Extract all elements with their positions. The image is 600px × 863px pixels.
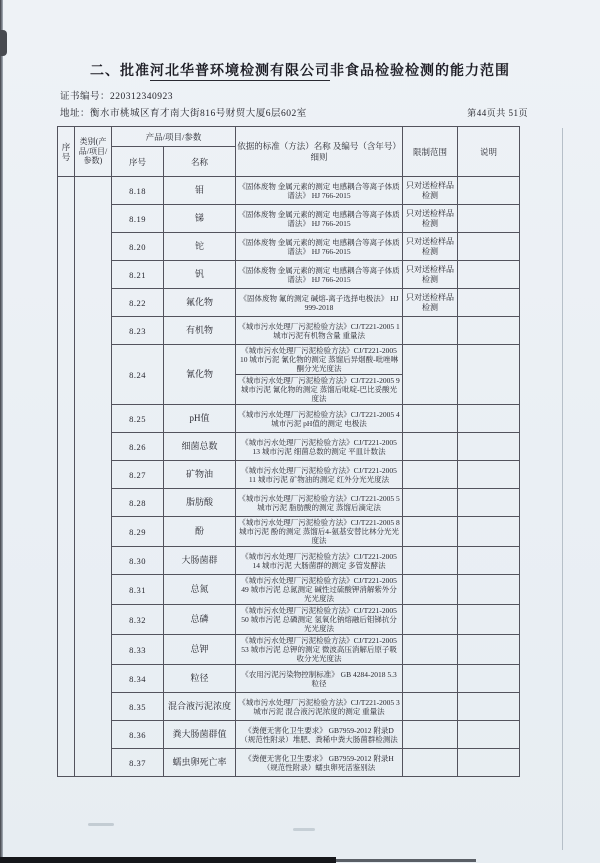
table-row — [58, 177, 520, 205]
scan-artifact — [0, 30, 7, 56]
parameter-name-cell: 钒 — [164, 261, 236, 289]
header-product-group: 产品/项目/参数 — [112, 127, 236, 147]
standard-cell — [236, 721, 403, 749]
note-cell — [458, 749, 520, 777]
standard-cell — [236, 345, 403, 405]
standard-text: 《固体废物 金属元素的测定 电感耦合等离子体质谱法》 HJ 766-2015 — [238, 181, 400, 200]
parameter-name-cell: 氟化物 — [164, 289, 236, 317]
row-number-cell: 8.30 — [112, 547, 164, 575]
table-row — [58, 635, 520, 665]
restriction-cell — [403, 693, 458, 721]
standard-cell — [236, 233, 403, 261]
address: 地址：衡水市桃城区育才南大街816号财贸大厦6层602室 — [60, 109, 307, 119]
capability-table-body — [58, 177, 520, 777]
table-row — [58, 517, 520, 547]
table-row — [58, 489, 520, 517]
title-suffix: 非食品检验检测的能力范围 — [330, 64, 510, 79]
row-number-cell: 8.20 — [112, 233, 164, 261]
row-number-cell: 8.37 — [112, 749, 164, 777]
standard-text: 《城市污水处理厂污泥检验方法》CJ/T221-2005 5 城市污泥 脂肪酸的测定 蒸馏后滴定法 — [238, 493, 400, 512]
row-number-cell: 8.23 — [112, 317, 164, 345]
standard-cell — [236, 635, 403, 665]
scan-edge-left — [0, 0, 3, 863]
restriction-cell — [403, 721, 458, 749]
row-number-cell: 8.22 — [112, 289, 164, 317]
standard-cell — [236, 317, 403, 345]
table-row — [58, 575, 520, 605]
scan-artifact — [293, 828, 315, 831]
restriction-cell — [403, 547, 458, 575]
restriction-cell — [403, 749, 458, 777]
table-row — [58, 693, 520, 721]
note-cell — [458, 233, 520, 261]
standard-text: 《粪便无害化卫生要求》 GB7959-2012 附录H（规范性附录）蠕虫卵死活鉴别法 — [244, 753, 394, 772]
row-number-cell: 8.18 — [112, 177, 164, 205]
row-number-cell: 8.33 — [112, 635, 164, 665]
standard-cell — [236, 749, 403, 777]
note-cell — [458, 721, 520, 749]
table-row — [58, 233, 520, 261]
note-cell — [458, 177, 520, 205]
note-cell — [458, 289, 520, 317]
standard-text: 《城市污水处理厂污泥检验方法》CJ/T221-2005 8 城市污泥 酚的测定 蒸馏后4-氨基安替比林分光光度法 — [238, 518, 400, 545]
parameter-name-cell: 总钾 — [164, 635, 236, 665]
note-cell — [458, 205, 520, 233]
restriction-cell: 只对送检样品检测 — [403, 289, 458, 317]
note-cell — [458, 575, 520, 605]
title-prefix: 二、批准 — [90, 64, 150, 79]
note-cell — [458, 693, 520, 721]
row-number-cell: 8.21 — [112, 261, 164, 289]
restriction-cell — [403, 665, 458, 693]
row-number-cell: 8.26 — [112, 433, 164, 461]
parameter-name-cell: 总磷 — [164, 605, 236, 635]
header-restriction: 限制范围 — [403, 127, 458, 177]
note-cell — [458, 635, 520, 665]
parameter-name-cell: 铊 — [164, 233, 236, 261]
restriction-cell — [403, 317, 458, 345]
scan-edge-bottom-faint — [336, 859, 476, 862]
note-cell — [458, 433, 520, 461]
standard-cell — [236, 489, 403, 517]
row-number-cell: 8.25 — [112, 405, 164, 433]
parameter-name-cell: 氰化物 — [164, 345, 236, 405]
header-sub-name: 名称 — [164, 147, 236, 177]
seq-column-cell — [58, 177, 75, 777]
standard-text: 《城市污水处理厂污泥检验方法》CJ/T221-2005 3 城市污泥 混合液污泥浓度的测定 重量法 — [238, 697, 400, 716]
restriction-cell — [403, 433, 458, 461]
standard-text: 《农用污泥污染物控制标准》 GB 4284-2018 5.3粒径 — [241, 669, 397, 688]
note-cell — [458, 461, 520, 489]
restriction-cell: 只对送检样品检测 — [403, 177, 458, 205]
header-sub-no: 序号 — [112, 147, 164, 177]
standard-text: 《固体废物 金属元素的测定 电感耦合等离子体质谱法》 HJ 766-2015 — [238, 209, 400, 228]
row-number-cell: 8.28 — [112, 489, 164, 517]
page-indicator: 第44页共 51页 — [467, 108, 528, 118]
restriction-cell — [403, 605, 458, 635]
restriction-cell — [403, 575, 458, 605]
restriction-cell — [403, 517, 458, 547]
scan-artifact — [88, 823, 114, 826]
title-company-underlined: 河北华普环境检测有限公司 — [150, 64, 330, 79]
note-cell — [458, 405, 520, 433]
table-row — [58, 261, 520, 289]
row-number-cell: 8.34 — [112, 665, 164, 693]
standard-cell — [236, 665, 403, 693]
note-cell — [458, 547, 520, 575]
restriction-cell — [403, 635, 458, 665]
row-number-cell: 8.29 — [112, 517, 164, 547]
parameter-name-cell: 粪大肠菌群值 — [164, 721, 236, 749]
standard-text: 《固体废物 金属元素的测定 电感耦合等离子体质谱法》 HJ 766-2015 — [238, 237, 400, 256]
restriction-cell — [403, 461, 458, 489]
note-cell — [458, 517, 520, 547]
table-row — [58, 461, 520, 489]
standard-text: 《城市污水处理厂污泥检验方法》CJ/T221-2005 9 城市污泥 氰化物的测定 蒸馏后吡啶-巴比妥酸光度法 — [236, 374, 402, 404]
standard-cell — [236, 205, 403, 233]
table-row — [58, 749, 520, 777]
standard-text: 《城市污水处理厂污泥检验方法》CJ/T221-2005 50 城市污泥 总磷测定 氢氧化钠熔融后钼锑抗分光光度法 — [241, 606, 397, 633]
table-row — [58, 433, 520, 461]
note-cell — [458, 665, 520, 693]
header-standard: 依据的标准（方法）名称 及编号（含年号）细则 — [236, 127, 403, 177]
table-row — [58, 345, 520, 405]
table-row — [58, 405, 520, 433]
parameter-name-cell: 矿物油 — [164, 461, 236, 489]
standard-text: 《城市污水处理厂污泥检验方法》CJ/T221-2005 4 城市污泥 pH值的测定 电极法 — [238, 409, 400, 428]
row-number-cell: 8.32 — [112, 605, 164, 635]
standard-cell — [236, 289, 403, 317]
parameter-name-cell: 大肠菌群 — [164, 547, 236, 575]
standard-text: 《固体废物 金属元素的测定 电感耦合等离子体质谱法》 HJ 766-2015 — [238, 265, 400, 284]
parameter-name-cell: 细菌总数 — [164, 433, 236, 461]
scan-edge-bottom — [0, 857, 336, 863]
parameter-name-cell: 总氮 — [164, 575, 236, 605]
standard-cell — [236, 517, 403, 547]
standard-text: 《城市污水处理厂污泥检验方法》CJ/T221-2005 1城市污泥有机物含量 重量法 — [238, 321, 400, 340]
standard-text: 《城市污水处理厂污泥检验方法》CJ/T221-2005 49 城市污泥 总氮测定 碱性过硫酸钾消解紫外分光光度法 — [241, 576, 397, 603]
note-cell — [458, 605, 520, 635]
standard-cell — [236, 177, 403, 205]
restriction-cell — [403, 489, 458, 517]
header-seq: 序号 — [58, 127, 75, 177]
standard-cell — [236, 433, 403, 461]
parameter-name-cell: 粒径 — [164, 665, 236, 693]
capability-table — [57, 126, 520, 777]
standard-text: 《城市污水处理厂污泥检验方法》CJ/T221-2005 14 城市污泥 大肠菌群的测定 多管发酵法 — [241, 551, 397, 570]
table-row — [58, 547, 520, 575]
row-number-cell: 8.24 — [112, 345, 164, 405]
note-cell — [458, 345, 520, 405]
header-note: 说明 — [458, 127, 520, 177]
parameter-name-cell: 蠕虫卵死亡率 — [164, 749, 236, 777]
restriction-cell — [403, 345, 458, 405]
table-row — [58, 721, 520, 749]
standard-cell — [236, 547, 403, 575]
note-cell — [458, 489, 520, 517]
table-row — [58, 665, 520, 693]
restriction-cell: 只对送检样品检测 — [403, 233, 458, 261]
note-cell — [458, 317, 520, 345]
parameter-name-cell: pH值 — [164, 405, 236, 433]
header-category: 类别(产品/项目/参数) — [75, 127, 112, 177]
table-row — [58, 317, 520, 345]
standard-cell — [236, 605, 403, 635]
standard-text: 《城市污水处理厂污泥检验方法》CJ/T221-2005 13 城市污泥 细菌总数的测定 平皿计数法 — [241, 437, 397, 456]
restriction-cell: 只对送检样品检测 — [403, 261, 458, 289]
table-row — [58, 289, 520, 317]
page-edge-line — [562, 128, 563, 850]
row-number-cell: 8.31 — [112, 575, 164, 605]
parameter-name-cell: 有机物 — [164, 317, 236, 345]
restriction-cell: 只对送检样品检测 — [403, 205, 458, 233]
standard-text: 《粪便无害化卫生要求》 GB7959-2012 附录D（规范性附录）堆肥、粪稀中粪大肠菌群检测法 — [240, 725, 398, 744]
parameter-name-cell: 酚 — [164, 517, 236, 547]
restriction-cell — [403, 405, 458, 433]
page-title — [0, 60, 600, 80]
table-row — [58, 205, 520, 233]
standard-text: 《城市污水处理厂污泥检验方法》CJ/T221-2005 10 城市污泥 氰化物的测定 蒸馏后异烟酸-吡唑啉酮分光光度法 — [239, 346, 399, 373]
standard-cell — [236, 461, 403, 489]
standard-cell — [236, 261, 403, 289]
note-cell — [458, 261, 520, 289]
certificate-number: 证书编号：220312340923 — [60, 92, 174, 102]
row-number-cell: 8.19 — [112, 205, 164, 233]
category-column-cell — [75, 177, 112, 777]
table-row — [58, 605, 520, 635]
standard-text: 《城市污水处理厂污泥检验方法》CJ/T221-2005 53 城市污泥 总钾的测定 微波高压消解后原子吸收分光光度法 — [241, 636, 397, 663]
parameter-name-cell: 脂肪酸 — [164, 489, 236, 517]
parameter-name-cell: 锑 — [164, 205, 236, 233]
standard-cell — [236, 693, 403, 721]
standard-text: 《城市污水处理厂污泥检验方法》CJ/T221-2005 11 城市污泥 矿物油的测定 红外分光光度法 — [241, 465, 397, 484]
row-number-cell: 8.36 — [112, 721, 164, 749]
standard-text: 《固体废物 氟的测定 碱熔-离子选择电极法》 HJ 999-2018 — [239, 293, 399, 312]
row-number-cell: 8.35 — [112, 693, 164, 721]
row-number-cell: 8.27 — [112, 461, 164, 489]
parameter-name-cell: 混合液污泥浓度 — [164, 693, 236, 721]
standard-cell — [236, 575, 403, 605]
parameter-name-cell: 钼 — [164, 177, 236, 205]
standard-cell — [236, 405, 403, 433]
